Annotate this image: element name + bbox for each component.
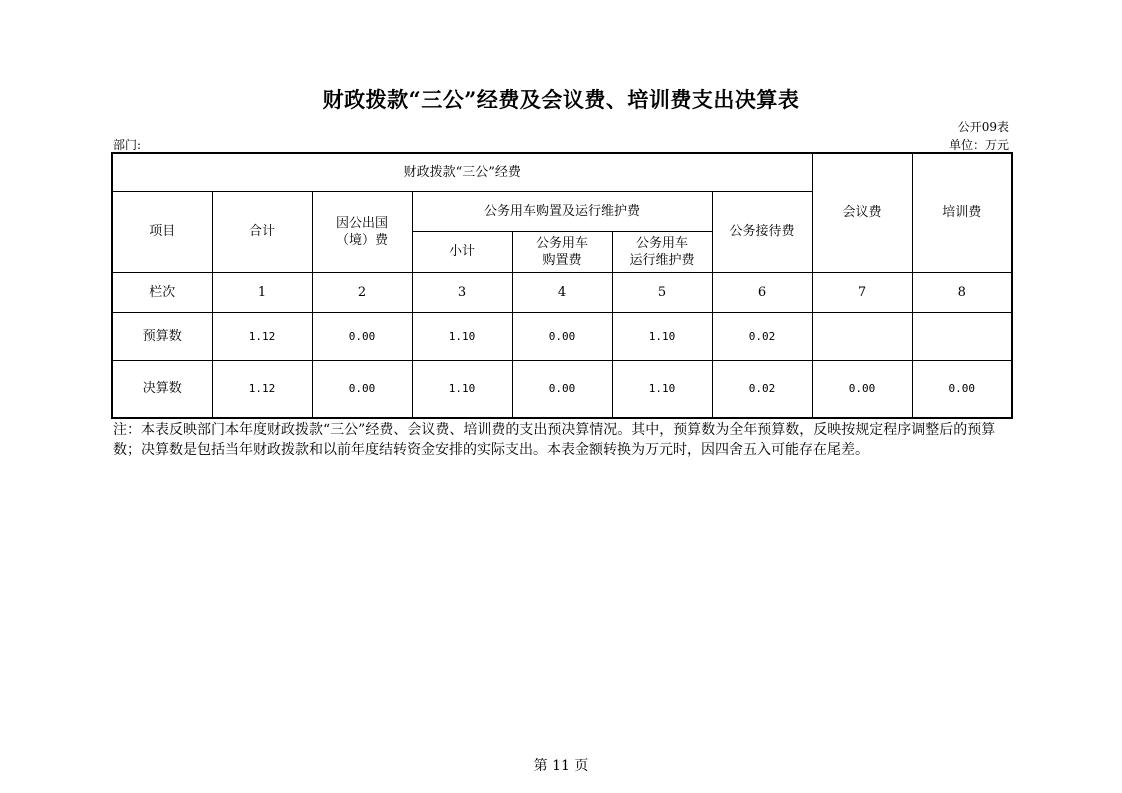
column-number: 1: [212, 272, 312, 312]
table-row-column-numbers: [112, 272, 1012, 312]
data-cell: 0.00: [312, 360, 412, 418]
column-number: 3: [412, 272, 512, 312]
column-number: 6: [712, 272, 812, 312]
data-cell: 1.12: [212, 360, 312, 418]
data-cell: 0.00: [912, 360, 1012, 418]
data-cell: 0.00: [312, 312, 412, 360]
data-cell: 0.02: [712, 312, 812, 360]
column-number: 4: [512, 272, 612, 312]
table-note: 注：本表反映部门本年度财政拨款“三公”经费、会议费、培训费的支出预决算情况。其中，预算数为全年预算数，反映按规定程序调整后的预算数；决算数是包括当年财政拨款和以前年度结转资金安排的实际支出。本表金额转换为万元时，因四舍五入可能存在尾差。: [113, 422, 996, 458]
header-total: 合计: [212, 191, 312, 272]
header-three-public-group: 财政拨款“三公”经费: [112, 153, 812, 191]
column-number: 5: [612, 272, 712, 312]
page-title: 财政拨款“三公”经费及会议费、培训费支出决算表: [322, 87, 800, 112]
table-row-final: [112, 360, 1012, 418]
data-cell: 0.00: [512, 312, 612, 360]
header-vehicle-operation: [612, 231, 712, 272]
row-label: 决算数: [112, 360, 212, 418]
header-vehicle-purchase: [512, 231, 612, 272]
table-row-budget: [112, 312, 1012, 360]
unit-label: 单位：万元: [948, 138, 1009, 152]
data-cell: 1.10: [612, 360, 712, 418]
header-vehicle-purchase-line2: 购置费: [542, 252, 582, 268]
data-cell: 0.00: [512, 360, 612, 418]
header-vehicle-purchase-line1: 公务用车: [535, 235, 588, 251]
data-cell: [812, 312, 912, 360]
header-vehicle-operation-line1: 公务用车: [635, 235, 688, 251]
column-number: 8: [912, 272, 1012, 312]
header-meeting: 会议费: [812, 153, 912, 272]
header-vehicle-operation-line2: 运行维护费: [629, 252, 695, 268]
row-label: 预算数: [112, 312, 212, 360]
header-subtotal: 小计: [412, 231, 512, 272]
data-cell: 1.10: [412, 360, 512, 418]
department-label: 部门:: [113, 138, 142, 152]
column-number: 7: [812, 272, 912, 312]
form-code: 公开09表: [957, 120, 1009, 134]
header-vehicle-group: 公务用车购置及运行维护费: [412, 191, 712, 231]
data-cell: [912, 312, 1012, 360]
data-cell: 1.10: [612, 312, 712, 360]
header-training: 培训费: [912, 153, 1012, 272]
column-number: 2: [312, 272, 412, 312]
header-reception: 公务接待费: [712, 191, 812, 272]
data-cell: 0.00: [812, 360, 912, 418]
data-cell: 0.02: [712, 360, 812, 418]
header-item: 项目: [112, 191, 212, 272]
data-cell: 1.12: [212, 312, 312, 360]
header-outbound-line1: 因公出国: [335, 215, 388, 231]
expenditure-table: [111, 152, 1013, 419]
row-label: 栏次: [112, 272, 212, 312]
data-cell: 1.10: [412, 312, 512, 360]
header-outbound: [312, 191, 412, 272]
page-number: 第 11 页: [533, 758, 589, 774]
header-outbound-line2: （境）费: [335, 232, 388, 248]
